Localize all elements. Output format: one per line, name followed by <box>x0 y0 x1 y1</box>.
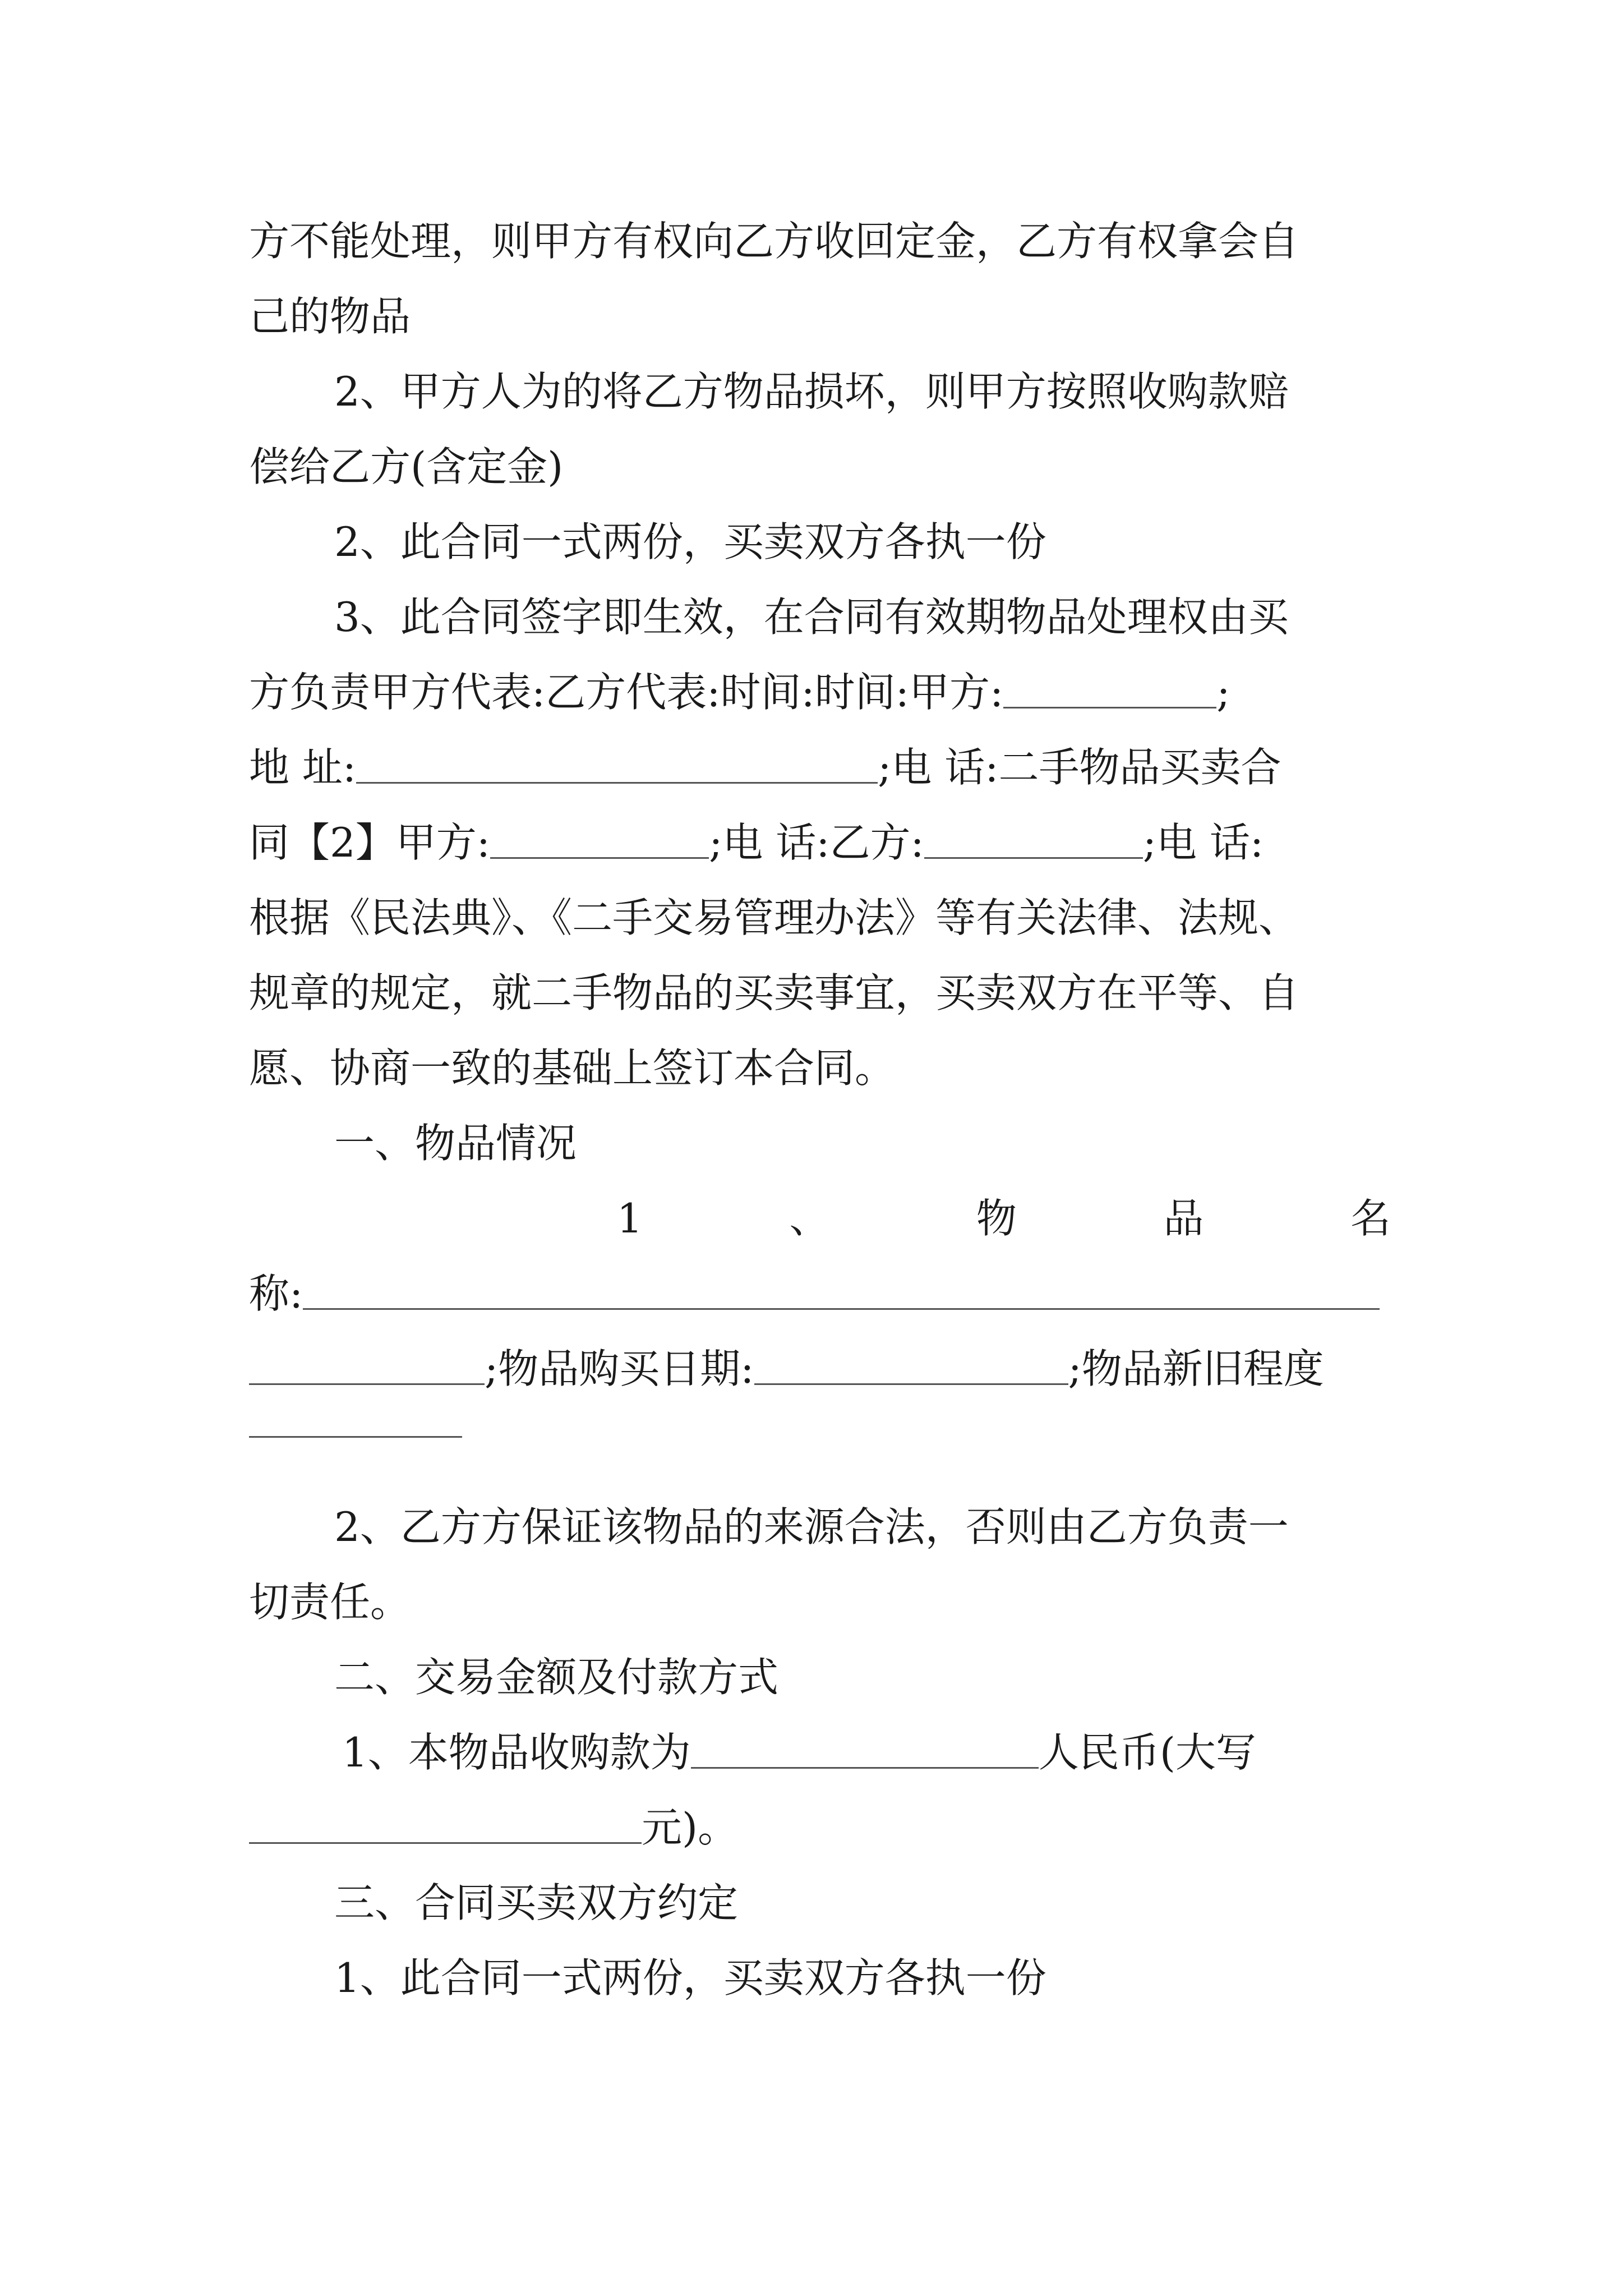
phone-title-text: ;电 话:二手物品买卖合 <box>878 744 1281 791</box>
clause-line: 2、此合同一式两份，买卖双方各执一份 <box>334 518 1046 565</box>
spread-char: 品 <box>1163 1195 1204 1242</box>
currency-label: 人民币(大写 <box>1038 1729 1256 1776</box>
clause-line: 2、乙方方保证该物品的来源合法，否则由乙方负责一 <box>334 1503 1289 1550</box>
condition-label: ;物品新旧程度 <box>1068 1345 1324 1392</box>
address-line <box>249 734 1391 801</box>
party-b-label: ;电 话:乙方: <box>709 819 924 866</box>
price-label: 1、本物品收购款为 <box>342 1729 691 1776</box>
blank-field-price <box>691 1719 1039 1769</box>
paragraph-line: 偿给乙方(含定金) <box>249 443 564 490</box>
blank-field-item-name <box>303 1260 1380 1310</box>
blank-field-party-b <box>924 809 1143 859</box>
item-name-spread-line <box>617 1185 1391 1252</box>
price-line <box>342 1719 1391 1786</box>
blank-field-party-a <box>1003 659 1216 708</box>
clause-line: 3、此合同签字即生效，在合同有效期物品处理权由买 <box>334 593 1289 641</box>
item-name-label: 称: <box>249 1270 303 1317</box>
paragraph-line: 方不能处理，则甲方有权向乙方收回定金，乙方有权拿会自 <box>249 218 1299 265</box>
separator-text: ; <box>1216 669 1230 716</box>
price-words-line <box>249 1794 1391 1861</box>
spread-char: 1 <box>617 1195 643 1242</box>
section-heading: 一、物品情况 <box>334 1120 577 1167</box>
clause-line: 2、甲方人为的将乙方物品损坏，则甲方按照收购款赔 <box>334 368 1289 415</box>
paragraph-line: 己的物品 <box>249 293 411 340</box>
parties-line <box>249 809 1391 876</box>
clause-line: 1、此合同一式两份，买卖双方各执一份 <box>334 1954 1046 2001</box>
blank-field-address <box>356 734 878 784</box>
phone-label: ;电 话: <box>1142 819 1264 866</box>
paragraph-line: 规章的规定，就二手物品的买卖事宜，买卖双方在平等、自 <box>249 969 1299 1016</box>
party-a-label: 同【2】甲方: <box>249 819 491 866</box>
spread-char: 名 <box>1350 1195 1391 1242</box>
purchase-date-label: ;物品购买日期: <box>485 1345 754 1392</box>
yuan-label: 元)。 <box>642 1804 739 1851</box>
spread-char: 、 <box>789 1195 830 1242</box>
blank-field-party-a-2 <box>490 809 709 859</box>
blank-field-item-name-cont <box>249 1335 485 1385</box>
blank-field-condition <box>249 1436 462 1438</box>
blank-field-price-words <box>249 1794 642 1844</box>
paragraph-line: 根据《民法典》、《二手交易管理办法》等有关法律、法规、 <box>249 894 1299 941</box>
spread-char: 物 <box>976 1195 1017 1242</box>
signature-text: 方负责甲方代表:乙方代表:时间:时间:甲方: <box>249 669 1004 716</box>
purchase-date-line <box>249 1335 1391 1402</box>
address-label: 地 址: <box>249 744 357 791</box>
paragraph-line: 切责任。 <box>249 1579 411 1626</box>
signature-line <box>249 659 1391 726</box>
section-heading: 三、合同买卖双方约定 <box>334 1879 739 1926</box>
item-name-line <box>249 1260 1391 1327</box>
section-heading: 二、交易金额及付款方式 <box>334 1654 779 1701</box>
paragraph-line: 愿、协商一致的基础上签订本合同。 <box>249 1045 896 1092</box>
blank-field-purchase-date <box>754 1335 1068 1385</box>
